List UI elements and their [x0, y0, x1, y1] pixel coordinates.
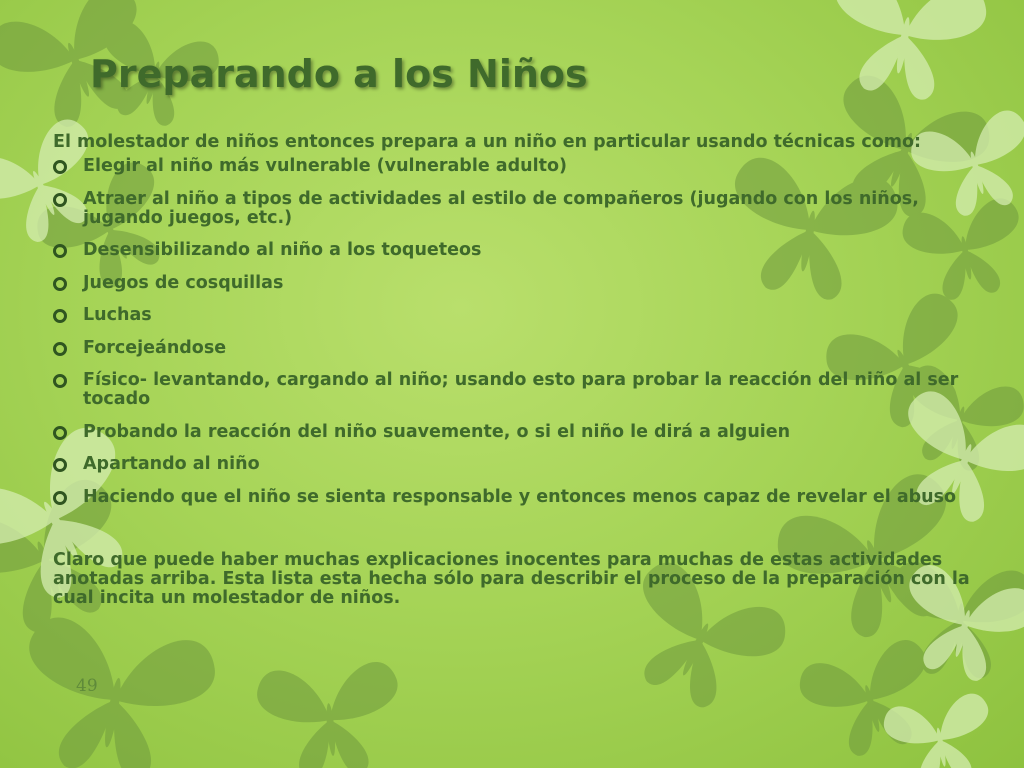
list-item-text: Físico- levantando, cargando al niño; usando esto para probar la reacción del niño al ser tocado	[83, 370, 959, 409]
list-item	[53, 371, 983, 409]
hollow-circle-bullet-icon	[53, 426, 67, 440]
hollow-circle-bullet-icon	[53, 244, 67, 258]
closing-paragraph: Claro que puede haber muchas explicaciones inocentes para muchas de estas actividades anotadas arriba. Esta lista esta hecha sólo para describir el proceso de la preparación con la cual incita un molestador de niños.	[53, 549, 970, 608]
slide-number: 49	[76, 676, 98, 696]
list-item	[53, 157, 983, 176]
hollow-circle-bullet-icon	[53, 458, 67, 472]
list-item	[53, 306, 983, 325]
hollow-circle-bullet-icon	[53, 342, 67, 356]
list-item-text: Juegos de cosquillas	[83, 272, 284, 293]
technique-list	[53, 157, 983, 507]
list-item-text: Forcejeándose	[83, 337, 227, 358]
list-item-text: Desensibilizando al niño a los toqueteos	[83, 240, 482, 260]
list-item-text: Apartando al niño	[83, 454, 260, 474]
list-item-text: Luchas	[83, 305, 152, 325]
list-item	[53, 339, 983, 358]
list-item	[53, 488, 983, 507]
list-item	[53, 190, 983, 228]
hollow-circle-bullet-icon	[53, 309, 67, 323]
slide-body	[53, 133, 983, 608]
list-item-text: Probando la reacción del niño suavemente, o si el niño le dirá a alguien	[83, 421, 791, 442]
hollow-circle-bullet-icon	[53, 491, 67, 505]
hollow-circle-bullet-icon	[53, 374, 67, 388]
list-item-text: Haciendo que el niño se sienta responsable y entonces menos capaz de revelar el abuso	[83, 486, 957, 507]
hollow-circle-bullet-icon	[53, 193, 67, 207]
list-item-text: Atraer al niño a tipos de actividades al estilo de compañeros (jugando con los niños, jugando juegos, etc.)	[83, 188, 919, 228]
list-item	[53, 455, 983, 474]
list-item-text: Elegir al niño más vulnerable (vulnerable adulto)	[83, 156, 567, 176]
intro-paragraph: El molestador de niños entonces prepara a un niño en particular usando técnicas como:	[53, 132, 922, 152]
list-item	[53, 241, 983, 260]
list-item	[53, 423, 983, 442]
list-item	[53, 274, 983, 293]
slide-title: Preparando a los Niños	[90, 52, 588, 96]
hollow-circle-bullet-icon	[53, 160, 67, 174]
hollow-circle-bullet-icon	[53, 277, 67, 291]
